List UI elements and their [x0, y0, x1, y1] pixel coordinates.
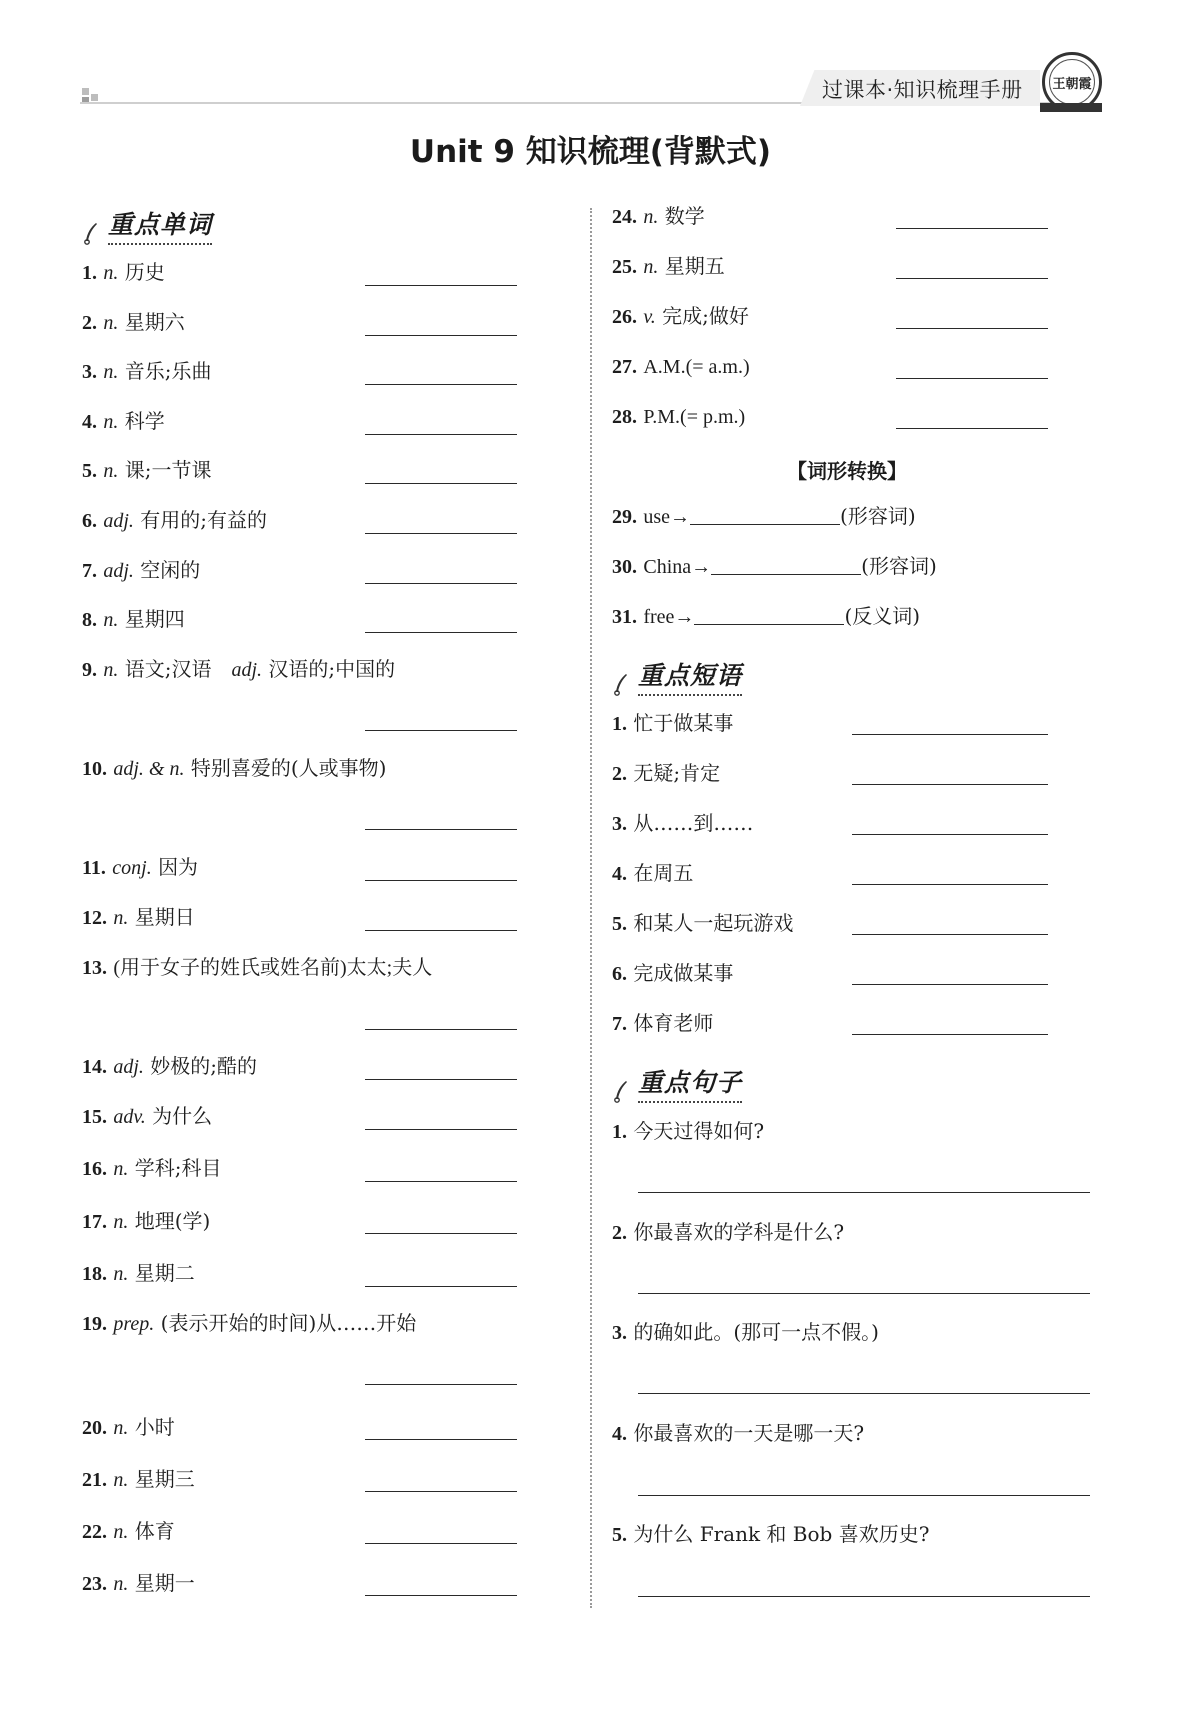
word-item	[82, 258, 165, 287]
word-item	[82, 903, 195, 932]
item-number: 5.	[612, 1524, 627, 1546]
item-number: 9.	[82, 659, 97, 681]
answer-blank[interactable]	[896, 428, 1048, 429]
meaning: 特别喜爱的(人或事物)	[190, 756, 387, 780]
meaning: (用于女子的姓氏或姓名前)太太;夫人	[113, 957, 433, 979]
item-number: 3.	[82, 361, 97, 383]
answer-blank[interactable]	[896, 228, 1048, 229]
section-title: 重点短语	[638, 656, 742, 696]
phrase-meaning: 和某人一起玩游戏	[633, 911, 794, 935]
item-number: 5.	[82, 460, 97, 482]
part-of-speech: adj.	[231, 659, 263, 681]
section-title: 重点单词	[108, 205, 212, 245]
meaning: 妙极的;酷的	[150, 1054, 258, 1078]
phrase-meaning: 无疑;肯定	[633, 761, 721, 785]
meaning: 因为	[158, 855, 199, 879]
phrase-item	[612, 909, 793, 938]
part-of-speech: n.	[113, 1469, 129, 1491]
sentence-item	[612, 1520, 929, 1549]
sentence-meaning: 你最喜欢的学科是什么?	[633, 1220, 845, 1244]
answer-blank[interactable]	[852, 834, 1048, 835]
part-of-speech: n.	[103, 411, 119, 433]
item-number: 13.	[82, 957, 107, 979]
item-number: 4.	[82, 411, 97, 433]
answer-blank[interactable]	[638, 1596, 1090, 1597]
answer-blank[interactable]	[365, 1181, 517, 1182]
phrase-item	[612, 759, 720, 788]
answer-blank[interactable]	[365, 1439, 517, 1440]
part-of-speech: n.	[103, 312, 119, 334]
pen-icon	[82, 221, 102, 245]
item-number: 6.	[612, 963, 627, 985]
word-item	[82, 308, 185, 337]
phrase-item	[612, 709, 733, 738]
item-number: 3.	[612, 813, 627, 835]
item-number: 17.	[82, 1211, 107, 1233]
part-of-speech: n.	[643, 256, 659, 278]
meaning: 有用的;有益的	[140, 508, 268, 532]
part-of-speech: adv.	[113, 1106, 146, 1128]
meaning: P.M.(= p.m.)	[643, 406, 746, 428]
answer-blank[interactable]	[365, 285, 517, 286]
word-item	[82, 1207, 210, 1236]
base-word: use→	[643, 506, 691, 528]
meaning: 完成;做好	[662, 304, 749, 328]
meaning: 数学	[664, 204, 705, 228]
part-of-speech: n.	[113, 907, 129, 929]
word-item	[612, 252, 725, 281]
item-number: 1.	[612, 1121, 627, 1143]
answer-blank[interactable]	[365, 1384, 517, 1385]
part-of-speech: n.	[103, 460, 119, 482]
word-form-item	[612, 552, 937, 581]
item-number: 6.	[82, 510, 97, 532]
pen-icon	[612, 672, 632, 696]
word-item	[612, 302, 749, 331]
word-item	[82, 754, 386, 783]
meaning: 小时	[134, 1415, 175, 1439]
answer-blank[interactable]	[852, 984, 1048, 985]
word-forms-title: 【词形转换】	[787, 459, 907, 483]
answer-blank[interactable]	[638, 1393, 1090, 1394]
item-number: 23.	[82, 1573, 107, 1595]
part-of-speech: n.	[113, 1521, 129, 1543]
phrase-item	[612, 1009, 713, 1038]
base-word: free→	[643, 606, 695, 628]
answer-blank[interactable]	[365, 1233, 517, 1234]
part-of-speech: n.	[113, 1158, 129, 1180]
word-item	[82, 1102, 212, 1131]
item-number: 3.	[612, 1322, 627, 1344]
item-number: 2.	[82, 312, 97, 334]
target-form: (形容词)	[861, 554, 937, 578]
meaning: 星期四	[124, 607, 185, 631]
item-number: 30.	[612, 556, 637, 578]
part-of-speech: adj.	[103, 560, 134, 582]
meaning: 历史	[124, 260, 165, 284]
answer-blank[interactable]	[711, 554, 861, 575]
part-of-speech: n.	[113, 1211, 129, 1233]
target-form: (形容词)	[840, 504, 916, 528]
item-number: 21.	[82, 1469, 107, 1491]
meaning: 星期一	[134, 1571, 195, 1595]
base-word: China→	[643, 556, 712, 578]
corner-decoration	[91, 94, 98, 101]
answer-blank[interactable]	[365, 930, 517, 931]
answer-blank[interactable]	[365, 335, 517, 336]
answer-blank[interactable]	[365, 483, 517, 484]
meaning: 星期五	[664, 254, 725, 278]
section-words-head	[82, 205, 212, 245]
part-of-speech: n.	[113, 1263, 129, 1285]
word-form-item	[612, 602, 920, 631]
meaning: 体育	[134, 1519, 175, 1543]
answer-blank[interactable]	[365, 1286, 517, 1287]
answer-blank[interactable]	[365, 1079, 517, 1080]
sentence-item	[612, 1218, 844, 1247]
section-title: 重点句子	[638, 1063, 742, 1103]
item-number: 11.	[82, 857, 106, 879]
item-number: 16.	[82, 1158, 107, 1180]
part-of-speech: n.	[103, 262, 119, 284]
word-item	[82, 953, 432, 982]
word-item	[82, 407, 165, 436]
item-number: 18.	[82, 1263, 107, 1285]
word-item	[82, 655, 395, 684]
phrase-meaning: 忙于做某事	[633, 711, 734, 735]
item-number: 14.	[82, 1056, 107, 1078]
target-form: (反义词)	[844, 604, 921, 628]
item-number: 27.	[612, 356, 637, 378]
meaning: 汉语的;中国的	[268, 657, 396, 681]
word-item	[82, 853, 198, 882]
item-number: 1.	[612, 713, 627, 735]
item-number: 31.	[612, 606, 637, 628]
item-number: 2.	[612, 763, 627, 785]
part-of-speech: adj.	[113, 1056, 144, 1078]
item-number: 22.	[82, 1521, 107, 1543]
answer-blank[interactable]	[365, 632, 517, 633]
word-item	[82, 1413, 175, 1442]
answer-blank[interactable]	[852, 1034, 1048, 1035]
item-number: 7.	[612, 1013, 627, 1035]
item-number: 4.	[612, 1423, 627, 1445]
book-title: 过课本·知识梳理手册	[822, 78, 1023, 102]
word-item	[82, 556, 200, 585]
answer-blank[interactable]	[690, 504, 840, 525]
item-number: 12.	[82, 907, 107, 929]
phrase-meaning: 从……到……	[633, 811, 754, 835]
item-number: 26.	[612, 306, 637, 328]
sentence-meaning: 为什么 Frank 和 Bob 喜欢历史?	[633, 1522, 930, 1546]
corner-decoration	[82, 88, 89, 95]
item-number: 20.	[82, 1417, 107, 1439]
part-of-speech: v.	[643, 306, 656, 328]
answer-blank[interactable]	[365, 1491, 517, 1492]
item-number: 28.	[612, 406, 637, 428]
phrase-meaning: 体育老师	[633, 1011, 714, 1035]
item-number: 5.	[612, 913, 627, 935]
part-of-speech: prep.	[113, 1313, 155, 1335]
phrase-meaning: 在周五	[633, 861, 694, 885]
answer-blank[interactable]	[694, 604, 844, 625]
item-number: 15.	[82, 1106, 107, 1128]
part-of-speech: n.	[103, 361, 119, 383]
sentence-item	[612, 1318, 879, 1347]
meaning: 星期二	[134, 1261, 195, 1285]
answer-blank[interactable]	[365, 1029, 517, 1030]
meaning: 课;一节课	[124, 458, 212, 482]
word-item	[82, 456, 211, 485]
answer-blank[interactable]	[896, 328, 1048, 329]
answer-blank[interactable]	[852, 734, 1048, 735]
word-item	[612, 402, 745, 431]
answer-blank[interactable]	[852, 884, 1048, 885]
item-number: 2.	[612, 1222, 627, 1244]
part-of-speech: n.	[113, 1573, 129, 1595]
meaning: (表示开始的时间)从……开始	[160, 1311, 417, 1335]
meaning: 为什么	[152, 1104, 213, 1128]
item-number: 10.	[82, 758, 107, 780]
phrase-item	[612, 959, 733, 988]
item-number: 29.	[612, 506, 637, 528]
word-item	[82, 1569, 195, 1598]
answer-blank[interactable]	[365, 829, 517, 830]
section-sentences-head	[612, 1063, 742, 1103]
part-of-speech: n.	[103, 609, 119, 631]
pen-icon	[612, 1079, 632, 1103]
meaning: 星期三	[134, 1467, 195, 1491]
logo-text: 王朝霞	[1049, 59, 1095, 105]
part-of-speech: adj. & n.	[113, 758, 185, 780]
word-item	[612, 352, 750, 381]
item-number: 19.	[82, 1313, 107, 1335]
item-number: 25.	[612, 256, 637, 278]
section-phrases-head	[612, 656, 742, 696]
sentence-meaning: 你最喜欢的一天是哪一天?	[633, 1421, 865, 1445]
word-item	[82, 605, 185, 634]
item-number: 1.	[82, 262, 97, 284]
answer-blank[interactable]	[365, 533, 517, 534]
meaning: 音乐;乐曲	[124, 359, 212, 383]
item-number: 24.	[612, 206, 637, 228]
answer-blank[interactable]	[365, 1129, 517, 1130]
answer-blank[interactable]	[896, 378, 1048, 379]
sentence-item	[612, 1419, 864, 1448]
word-item	[82, 1052, 257, 1081]
word-item	[82, 1465, 195, 1494]
answer-blank[interactable]	[365, 730, 517, 731]
word-item	[82, 1154, 221, 1183]
item-number: 4.	[612, 863, 627, 885]
phrase-meaning: 完成做某事	[633, 961, 734, 985]
answer-blank[interactable]	[365, 1595, 517, 1596]
item-number: 7.	[82, 560, 97, 582]
meaning: 学科;科目	[134, 1156, 222, 1180]
word-form-item	[612, 502, 916, 531]
part-of-speech: adj.	[103, 510, 134, 532]
sentence-meaning: 的确如此。(那可一点不假。)	[633, 1320, 879, 1344]
part-of-speech: n.	[113, 1417, 129, 1439]
part-of-speech: n.	[103, 659, 119, 681]
phrase-item	[612, 809, 753, 838]
part-of-speech: n.	[643, 206, 659, 228]
column-divider	[590, 208, 592, 1608]
sentence-item	[612, 1117, 764, 1146]
meaning: 空闲的	[140, 558, 201, 582]
answer-blank[interactable]	[638, 1192, 1090, 1193]
answer-blank[interactable]	[365, 1543, 517, 1544]
answer-blank[interactable]	[365, 434, 517, 435]
meaning: 地理(学)	[134, 1209, 211, 1233]
meaning: 科学	[124, 409, 165, 433]
phrase-item	[612, 859, 693, 888]
answer-blank[interactable]	[365, 880, 517, 881]
meaning: 星期日	[134, 905, 195, 929]
word-item	[612, 202, 705, 231]
answer-blank[interactable]	[638, 1293, 1090, 1294]
answer-blank[interactable]	[896, 278, 1048, 279]
meaning: A.M.(= a.m.)	[643, 356, 750, 378]
part-of-speech: conj.	[112, 857, 152, 879]
word-item	[82, 506, 267, 535]
answer-blank[interactable]	[638, 1495, 1090, 1496]
page-title: Unit 9 知识梳理(背默式)	[409, 134, 772, 170]
answer-blank[interactable]	[852, 784, 1048, 785]
meaning: 星期六	[124, 310, 185, 334]
logo-ribbon	[1040, 103, 1102, 112]
word-item	[82, 357, 211, 386]
word-item	[82, 1517, 175, 1546]
meaning: 语文;汉语	[124, 657, 212, 681]
answer-blank[interactable]	[365, 583, 517, 584]
answer-blank[interactable]	[365, 384, 517, 385]
sentence-meaning: 今天过得如何?	[633, 1119, 765, 1143]
answer-blank[interactable]	[852, 934, 1048, 935]
item-number: 8.	[82, 609, 97, 631]
word-item	[82, 1309, 416, 1338]
word-item	[82, 1259, 195, 1288]
